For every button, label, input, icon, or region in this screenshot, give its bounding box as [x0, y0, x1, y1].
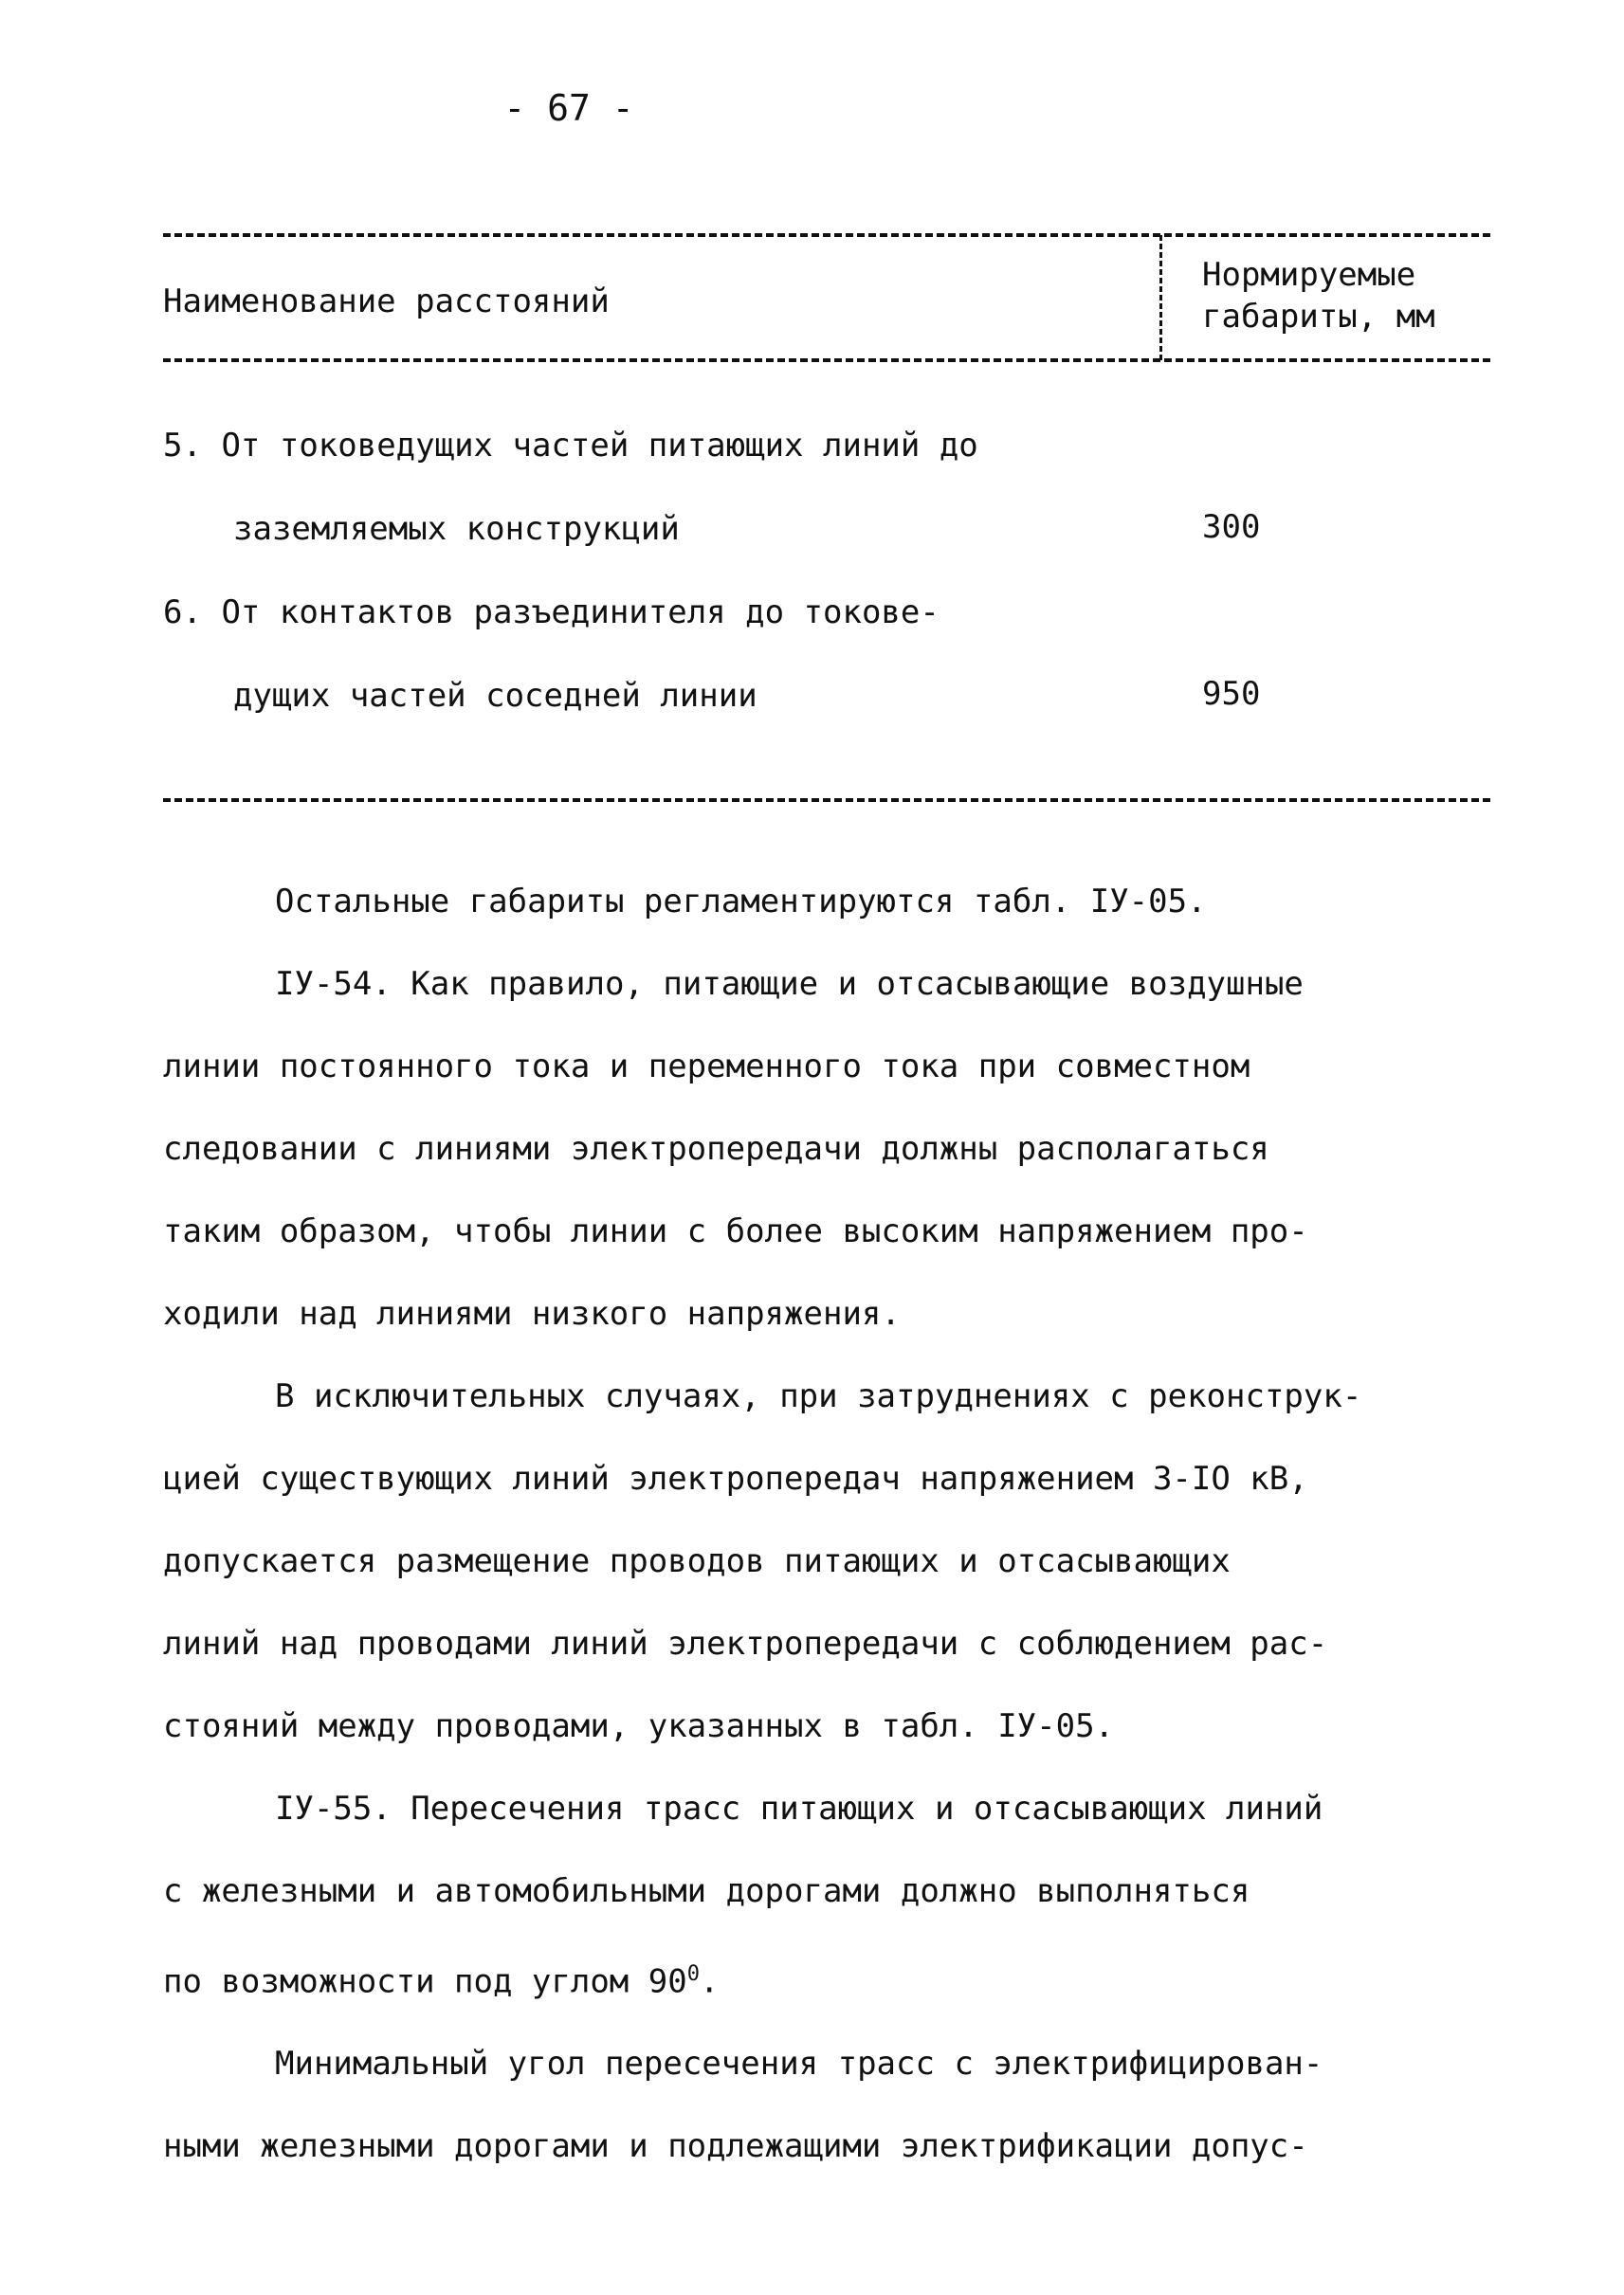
- table-bottom-rule: [163, 798, 1490, 802]
- table-header-name: Наименование расстояний: [163, 282, 610, 320]
- degree-superscript: 0: [686, 1962, 700, 1986]
- table-column-divider: [1159, 235, 1162, 360]
- table-row-5-line1: [163, 427, 978, 464]
- paragraph-exceptions-line5: стояний между проводами, указанных в табл. IУ-05.: [163, 1707, 1115, 1745]
- paragraph-iu55-line1: IУ-55. Пересечения трасс питающих и отсасывающих линий: [275, 1790, 1323, 1828]
- table-header-norm-line2: габариты, мм: [1202, 298, 1435, 336]
- paragraph-exceptions-line4: линий над проводами линий электропередачи с соблюдением рас-: [163, 1625, 1328, 1663]
- body-text: [163, 861, 1490, 2188]
- table-row-6-value: 950: [1202, 675, 1261, 713]
- paragraph-exceptions-line1: В исключительных случаях, при затруднениях с реконструк-: [275, 1377, 1362, 1415]
- table-row-5-number: 5.: [163, 427, 202, 464]
- paragraph-iu55-line3: [163, 1933, 1490, 2023]
- paragraph-iu54-line5: ходили над линиями низкого напряжения.: [163, 1295, 901, 1333]
- table-row-6-line1: [163, 593, 940, 631]
- table-row-6-text1: От контактов разъединителя до токове-: [221, 593, 940, 631]
- paragraph-min-angle-line1: Минимальный угол пересечения трасс с электрифицирован-: [275, 2045, 1323, 2084]
- paragraph-exceptions-line2: цией существующих линий электропередач напряжением 3-IO кВ,: [163, 1460, 1308, 1498]
- table-top-rule: [163, 233, 1490, 237]
- table-row-5-value: 300: [1202, 508, 1261, 546]
- paragraph-iu54-line4: таким образом, чтобы линии с более высоким напряжением про-: [163, 1212, 1308, 1250]
- table-header-rule: [163, 358, 1490, 362]
- table-row-5-text2: заземляемых конструкций: [233, 510, 680, 548]
- page-number: - 67 -: [503, 87, 634, 129]
- table-row-6-text2: дущих частей соседней линии: [233, 677, 757, 715]
- paragraph-min-angle-line2: ными железными дорогами и подлежащими электрификации допус-: [163, 2127, 1308, 2166]
- paragraph-iu54-line2: линии постоянного тока и переменного тока при совместном: [163, 1047, 1250, 1085]
- table-header-norm: [1202, 254, 1435, 337]
- table-header-norm-line1: Нормируемые: [1202, 256, 1416, 294]
- angle-text: по возможности под углом 90: [163, 1962, 687, 2001]
- paragraph-other-dimensions: Остальные габариты регламентируются табл. IУ-05.: [275, 883, 1207, 920]
- paragraph-iu55-line2: с железными и автомобильными дорогами должно выполняться: [163, 1872, 1250, 1910]
- table-row-6-number: 6.: [163, 593, 202, 631]
- paragraph-iu54-line1: IУ-54. Как правило, питающие и отсасывающие воздушные: [275, 965, 1304, 1003]
- angle-period: .: [699, 1962, 720, 2001]
- paragraph-exceptions-line3: допускается размещение проводов питающих и отсасывающих: [163, 1542, 1231, 1580]
- table-row-5-text1: От токоведущих частей питающих линий до: [221, 427, 978, 464]
- paragraph-iu54-line3: следовании с линиями электропередачи должны располагаться: [163, 1130, 1269, 1168]
